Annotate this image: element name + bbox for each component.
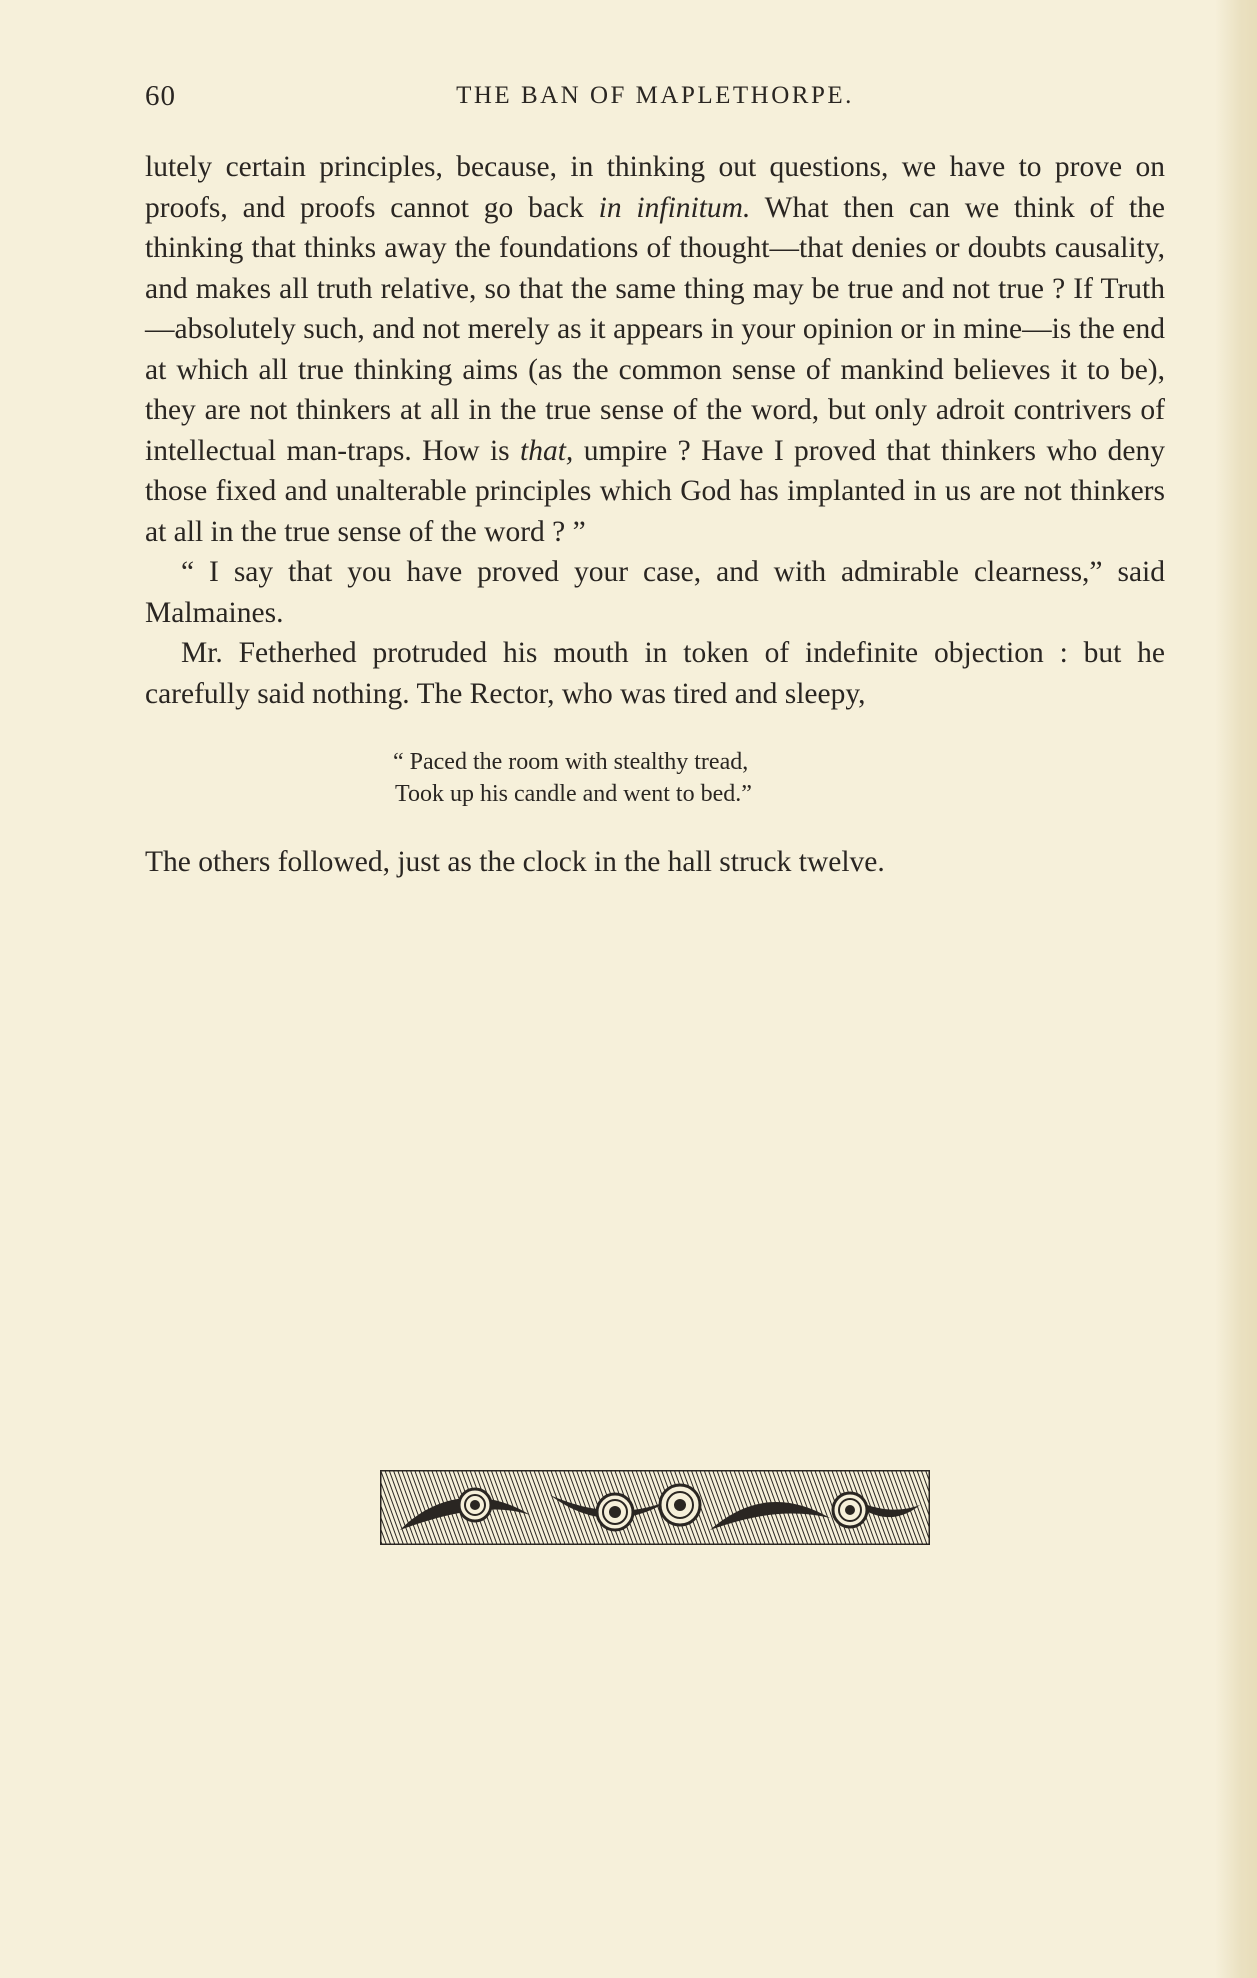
paragraph-1-text-b: What then can we think of the thinking that thinks away the foundations of thought—that denies or doubts causality, and makes all truth relative, so that the same thing may be true and not true ? If Truth—absolutely such, and not merely as it appears in your opinion or in mine—is the end at which all true thinking aims (as the common sense of mankind believes it to be), they are not thinkers at all in the true sense of the word, but only adroit contrivers of intellectual man-traps. How is	[145, 191, 1166, 467]
paragraph-1	[145, 147, 1165, 552]
paragraph-3: Mr. Fetherhed protruded his mouth in token of indefinite objection : but he carefully said nothing. The Rector, who was tired and sleepy,	[145, 637, 1165, 710]
verse-quote	[145, 746, 1165, 810]
paragraph-4: The others followed, just as the clock in the hall struck twelve.	[145, 846, 885, 878]
paragraph-1-text-c: umpire ? Have I proved that thinkers who deny those fixed and unalterable principles which God has implanted in us are not thinkers at all in the true sense of the word ? ”	[145, 434, 1165, 548]
paragraph-2: “ I say that you have proved your case, and with admirable clearness,” said Malmaines.	[145, 556, 1165, 629]
body-text	[145, 147, 1165, 883]
italic-that: that,	[520, 434, 574, 467]
running-title: THE BAN OF MAPLETHORPE.	[456, 82, 854, 109]
verse-line-2: Took up his candle and went to bed.”	[395, 781, 752, 807]
italic-in-infinitum: in infinitum.	[598, 191, 751, 224]
paragraph-1-text-a: lutely certain principles, because, in thinking out questions, we have to prove on proofs, and proofs cannot go back	[145, 151, 1165, 224]
floral-tailpiece-icon	[380, 1470, 930, 1545]
page-number: 60	[145, 80, 176, 112]
verse-line-1: “ Paced the room with stealthy tread,	[393, 749, 749, 775]
running-head	[145, 80, 1165, 120]
